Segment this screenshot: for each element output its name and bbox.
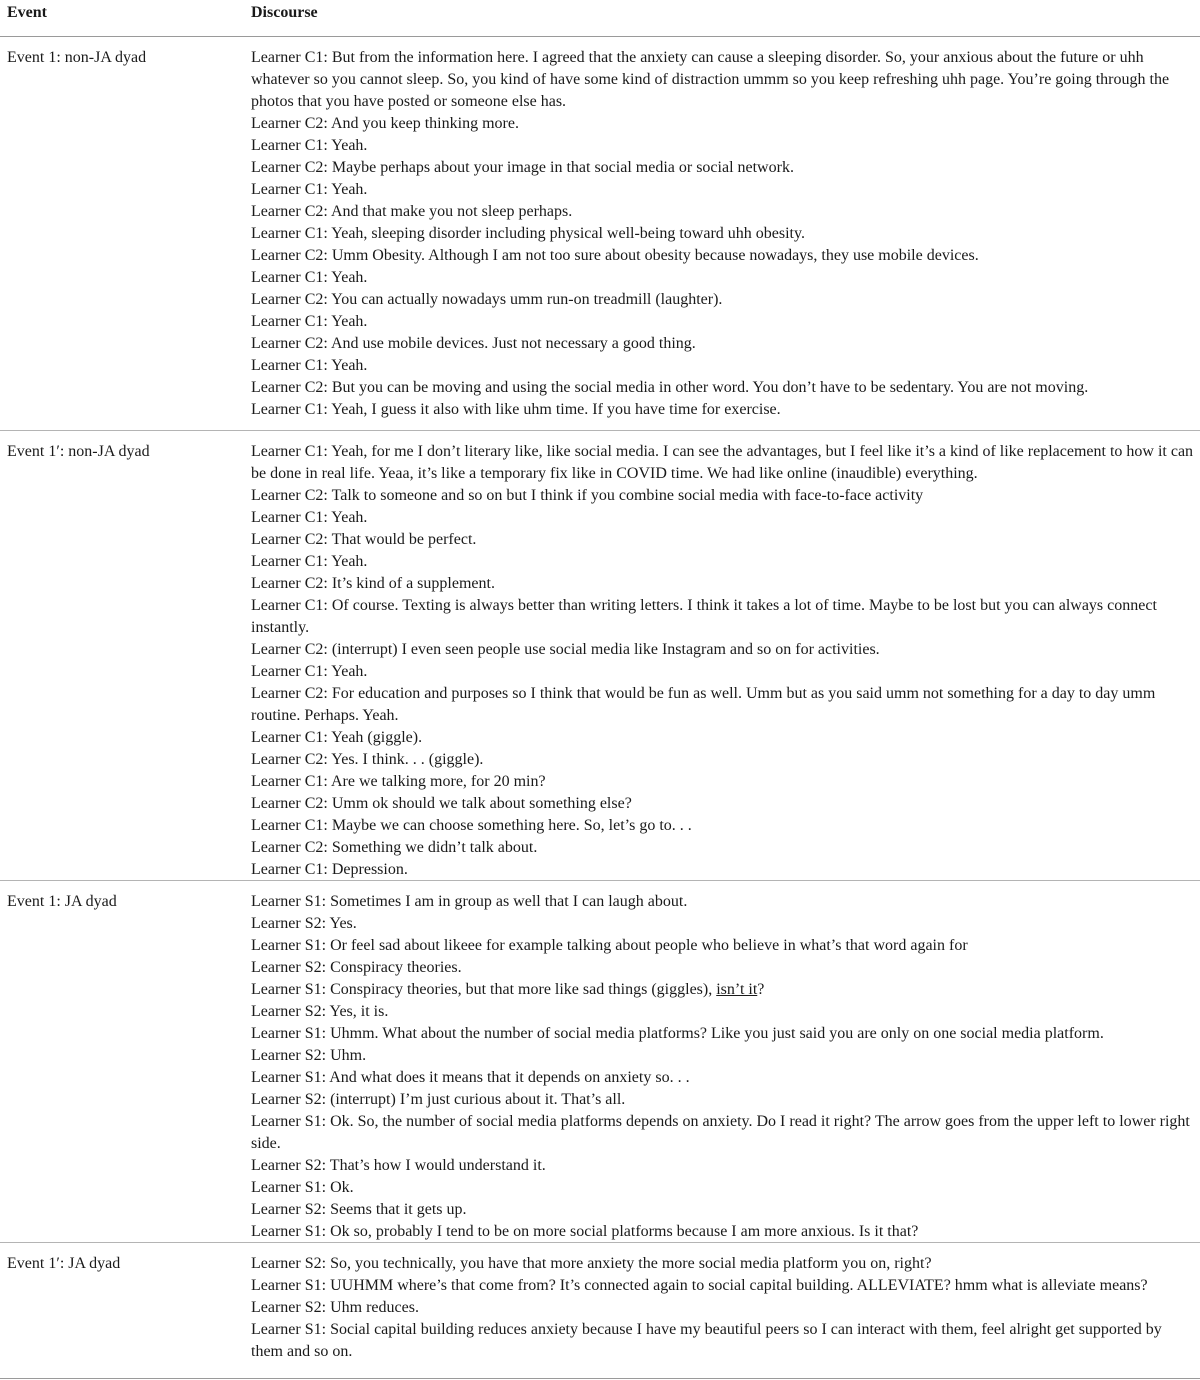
utterance: Learner C1: Yeah.	[251, 553, 368, 570]
underlined-tag-question: isn’t it	[716, 981, 758, 998]
utterance: Learner S1: And what does it means that it depends on anxiety so. . .	[251, 1069, 690, 1086]
utterance: Learner C2: For education and purposes so I think that would be fun as well. Umm but as you said umm not something for a day to day umm routine. Perhaps. Yeah.	[251, 685, 1156, 724]
utterance: Learner C2: It’s kind of a supplement.	[251, 575, 495, 592]
utterance: Learner C2: Umm ok should we talk about something else?	[251, 795, 632, 812]
table-row	[0, 37, 1200, 431]
event-column-header: Event	[7, 4, 47, 21]
utterance: Learner C1: Yeah, for me I don’t literary like, like social media. I can see the advantages, but I feel like it’s a kind of like replacement to how it can be done in real life. Yeaa, it’s like a temporary fix like in COVID time. We had like online (inaudible) everything.	[251, 443, 1194, 482]
tag-suffix: ?	[757, 981, 765, 998]
event-cell: Event 1′: non-JA dyad	[7, 443, 150, 460]
utterance: Learner S1: Social capital building reduces anxiety because I have my beautiful peers so I can interact with them, feel alright get supported by them and so on.	[251, 1321, 1162, 1360]
utterance: Learner C1: Yeah.	[251, 357, 368, 374]
utterance: Learner C1: Yeah (giggle).	[251, 729, 423, 746]
utterance: Learner S2: Conspiracy theories.	[251, 959, 462, 976]
utterance: Learner S2: Yes, it is.	[251, 1003, 389, 1020]
utterance: Learner C2: And that make you not sleep perhaps.	[251, 203, 573, 220]
utterance: Learner C2: And you keep thinking more.	[251, 115, 519, 132]
utterance: Learner S1: Uhmm. What about the number of social media platforms? Like you just said you are only on one social media platform.	[251, 1025, 1104, 1042]
event-cell: Event 1: JA dyad	[7, 893, 117, 910]
utterance: Learner C1: Depression.	[251, 861, 408, 878]
utterance: Learner S2: So, you technically, you have that more anxiety the more social media platform you on, right?	[251, 1255, 932, 1272]
utterance: Learner C2: Umm Obesity. Although I am not too sure about obesity because nowadays, they use mobile devices.	[251, 247, 979, 264]
utterance: Learner C1: Yeah.	[251, 509, 368, 526]
utterance: Learner S1: Sometimes I am in group as well that I can laugh about.	[251, 893, 688, 910]
utterance: Learner S1: Ok. So, the number of social media platforms depends on anxiety. Do I read it right? The arrow goes from the upper left to lower right side.	[251, 1113, 1190, 1152]
utterance: Learner S2: Seems that it gets up.	[251, 1201, 467, 1218]
utterance: Learner C2: Something we didn’t talk about.	[251, 839, 538, 856]
utterance: Learner C1: Yeah, I guess it also with like uhm time. If you have time for exercise.	[251, 401, 781, 418]
utterance: Learner C1: Yeah.	[251, 137, 368, 154]
utterance: Learner C2: That would be perfect.	[251, 531, 477, 548]
utterance: Learner S2: That’s how I would understand it.	[251, 1157, 546, 1174]
utterance: Learner C1: Of course. Texting is always better than writing letters. I think it takes a lot of time. Maybe to be lost but you can always connect instantly.	[251, 597, 1157, 636]
utterance: Learner S1: UUHMM where’s that come from? It’s connected again to social capital building. ALLEVIATE? hmm what is alleviate means?	[251, 1277, 1148, 1294]
event-cell: Event 1: non-JA dyad	[7, 49, 147, 66]
utterance: Learner C1: Yeah.	[251, 663, 368, 680]
discourse-cell	[251, 1253, 1196, 1363]
utterance: Learner C1: Are we talking more, for 20 min?	[251, 773, 546, 790]
utterance: Learner C1: Yeah.	[251, 181, 368, 198]
utterance: Learner C1: But from the information here. I agreed that the anxiety can cause a sleeping disorder. So, your anxious about the future or uhh whatever so you cannot sleep. So, you kind of have some kind of distraction ummm so you keep refreshing uhh page. You’re going through the photos that you have posted or someone else has.	[251, 49, 1170, 110]
utterance: Learner S1: Or feel sad about likeee for example talking about people who believe in what’s that word again for	[251, 937, 968, 954]
utterance: Learner S2: Uhm reduces.	[251, 1299, 419, 1316]
utterance: Learner C2: (interrupt) I even seen people use social media like Instagram and so on for activities.	[251, 641, 880, 658]
utterance: Learner S2: Uhm.	[251, 1047, 367, 1064]
discourse-cell	[251, 891, 1196, 1243]
utterance: Learner C2: But you can be moving and using the social media in other word. You don’t have to be sedentary. You are not moving.	[251, 379, 1089, 396]
event-cell: Event 1′: JA dyad	[7, 1255, 121, 1272]
utterance: Learner C2: You can actually nowadays umm run-on treadmill (laughter).	[251, 291, 723, 308]
utterance: Learner S1: Ok so, probably I tend to be on more social platforms because I am more anxious. Is it that?	[251, 1223, 919, 1240]
utterance	[251, 979, 1196, 1001]
table-row	[0, 881, 1200, 1243]
table-row	[0, 1243, 1200, 1379]
utterance: Learner S2: Yes.	[251, 915, 357, 932]
table-header	[0, 0, 1200, 37]
utterance: Learner C1: Yeah.	[251, 313, 368, 330]
utterance: Learner C2: Maybe perhaps about your image in that social media or social network.	[251, 159, 794, 176]
utterance-text: Learner S1: Conspiracy theories, but that more like sad things (giggles),	[251, 981, 717, 998]
utterance: Learner C2: Yes. I think. . . (giggle).	[251, 751, 484, 768]
discourse-cell	[251, 441, 1196, 881]
discourse-column-header: Discourse	[251, 4, 318, 21]
utterance: Learner C1: Yeah, sleeping disorder including physical well-being toward uhh obesity.	[251, 225, 805, 242]
table-row	[0, 431, 1200, 881]
utterance: Learner S2: (interrupt) I’m just curious about it. That’s all.	[251, 1091, 626, 1108]
utterance: Learner C1: Yeah.	[251, 269, 368, 286]
utterance: Learner C2: Talk to someone and so on but I think if you combine social media with face-to-face activity	[251, 487, 924, 504]
utterance: Learner C1: Maybe we can choose something here. So, let’s go to. . .	[251, 817, 692, 834]
utterance: Learner C2: And use mobile devices. Just not necessary a good thing.	[251, 335, 696, 352]
discourse-cell	[251, 47, 1196, 421]
utterance: Learner S1: Ok.	[251, 1179, 354, 1196]
